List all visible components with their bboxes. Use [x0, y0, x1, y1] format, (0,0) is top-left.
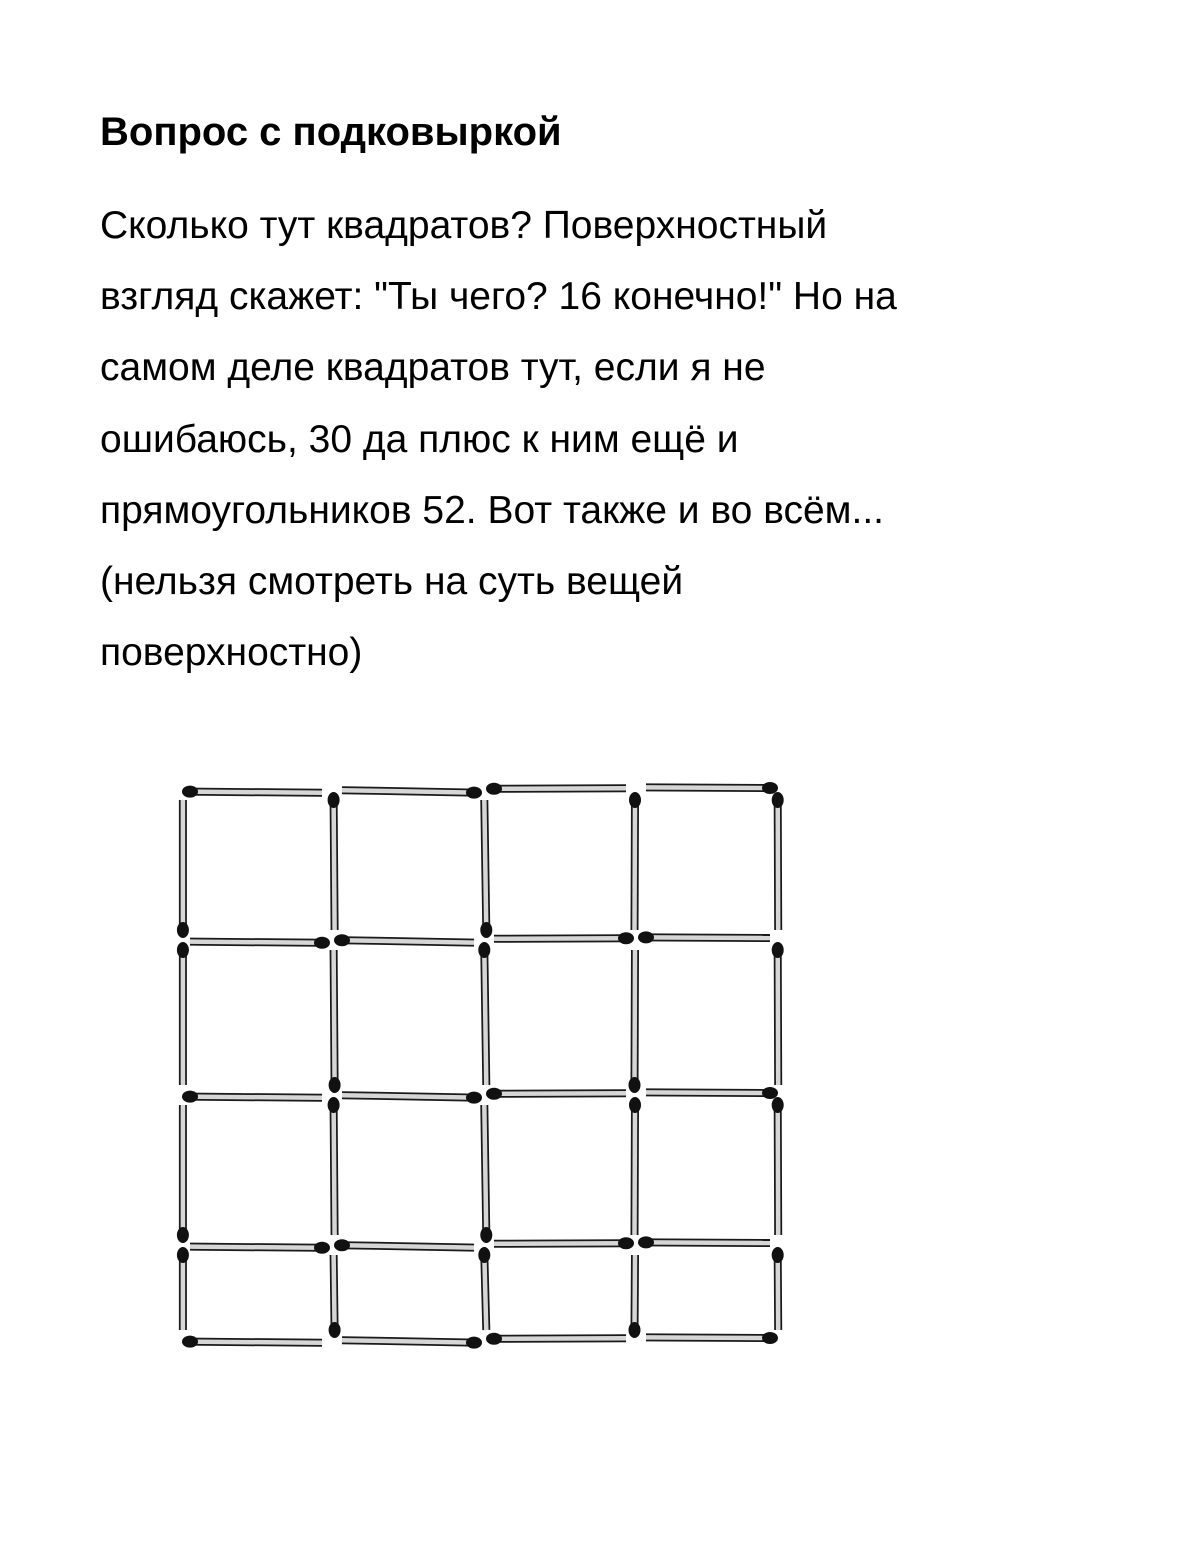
- vertical-match: [478, 1247, 490, 1330]
- vertical-match: [177, 800, 189, 938]
- match-head: [480, 1227, 492, 1243]
- match-head: [629, 1077, 641, 1093]
- match-head: [314, 937, 330, 949]
- match-head: [480, 922, 492, 938]
- match-head: [329, 1322, 341, 1338]
- vertical-match: [772, 1247, 784, 1330]
- match-head: [177, 1247, 189, 1263]
- match-head: [177, 942, 189, 958]
- match-head: [478, 1247, 490, 1263]
- match-head: [638, 931, 654, 943]
- horizontal-match: [182, 786, 322, 798]
- match-head: [629, 792, 641, 808]
- paragraph-line: взгляд скажет: "Ты чего? 16 конечно!" Но на: [100, 275, 897, 319]
- horizontal-match: [638, 1236, 770, 1248]
- horizontal-match: [190, 1242, 330, 1254]
- match-head: [466, 787, 482, 799]
- match-head: [486, 1333, 502, 1345]
- horizontal-match: [342, 787, 482, 799]
- match-head: [762, 782, 778, 794]
- horizontal-match: [342, 1337, 482, 1349]
- match-head: [334, 934, 350, 946]
- match-head: [486, 783, 502, 795]
- match-head: [328, 792, 340, 808]
- vertical-match: [328, 1097, 340, 1235]
- vertical-match: [177, 1247, 189, 1330]
- horizontal-match: [334, 1239, 474, 1251]
- vertical-match: [772, 1097, 784, 1235]
- match-head: [478, 942, 490, 958]
- match-head: [182, 786, 198, 798]
- horizontal-match: [646, 782, 778, 794]
- vertical-match: [480, 1105, 492, 1243]
- match-head: [772, 792, 784, 808]
- paragraph-line: самом деле квадратов тут, если я не: [100, 346, 766, 390]
- vertical-match: [480, 800, 492, 938]
- vertical-match: [629, 1255, 641, 1338]
- horizontal-match: [646, 1332, 778, 1344]
- horizontal-match: [182, 1091, 322, 1103]
- paragraph-line: Сколько тут квадратов? Поверхностный: [100, 204, 828, 247]
- match-head: [334, 1239, 350, 1251]
- match-head: [466, 1337, 482, 1349]
- matchstick-grid-figure: [140, 740, 820, 1380]
- match-head: [638, 1236, 654, 1248]
- match-head: [772, 942, 784, 958]
- horizontal-match: [486, 783, 626, 795]
- horizontal-match: [494, 932, 634, 944]
- paragraph-line: (нельзя смотреть на суть вещей: [100, 560, 684, 604]
- vertical-match: [629, 1097, 641, 1235]
- vertical-match: [478, 942, 490, 1085]
- paragraph-line: поверхностно): [100, 631, 363, 675]
- match-head: [182, 1091, 198, 1103]
- vertical-match: [177, 1105, 189, 1243]
- match-head: [486, 1088, 502, 1100]
- vertical-match: [629, 792, 641, 930]
- match-head: [772, 1247, 784, 1263]
- vertical-match: [329, 1255, 341, 1338]
- horizontal-match: [486, 1088, 626, 1100]
- horizontal-match: [334, 934, 474, 946]
- paragraph-line: прямоугольников 52. Вот также и во всём...: [100, 488, 884, 532]
- horizontal-match: [646, 1087, 778, 1099]
- horizontal-match: [486, 1333, 626, 1345]
- horizontal-match: [638, 931, 770, 943]
- match-head: [177, 922, 189, 938]
- vertical-match: [772, 942, 784, 1085]
- horizontal-match: [182, 1336, 322, 1348]
- match-head: [629, 1322, 641, 1338]
- match-head: [466, 1092, 482, 1104]
- match-head: [618, 1237, 634, 1249]
- vertical-match: [177, 942, 189, 1085]
- match-head: [762, 1087, 778, 1099]
- match-head: [182, 1336, 198, 1348]
- vertical-match: [629, 950, 641, 1093]
- body-paragraph: [100, 190, 1100, 688]
- match-head: [772, 1097, 784, 1113]
- page-title: Вопрос с подковыркой: [100, 110, 562, 154]
- vertical-match: [772, 792, 784, 930]
- vertical-match: [329, 950, 341, 1093]
- match-head: [329, 1077, 341, 1093]
- paragraph-line: ошибаюсь, 30 да плюс к ним ещё и: [100, 417, 739, 461]
- match-head: [314, 1242, 330, 1254]
- match-head: [618, 932, 634, 944]
- match-head: [328, 1097, 340, 1113]
- match-head: [762, 1332, 778, 1344]
- horizontal-match: [190, 937, 330, 949]
- horizontal-match: [494, 1237, 634, 1249]
- match-head: [629, 1097, 641, 1113]
- horizontal-match: [342, 1092, 482, 1104]
- vertical-match: [328, 792, 340, 930]
- match-head: [177, 1227, 189, 1243]
